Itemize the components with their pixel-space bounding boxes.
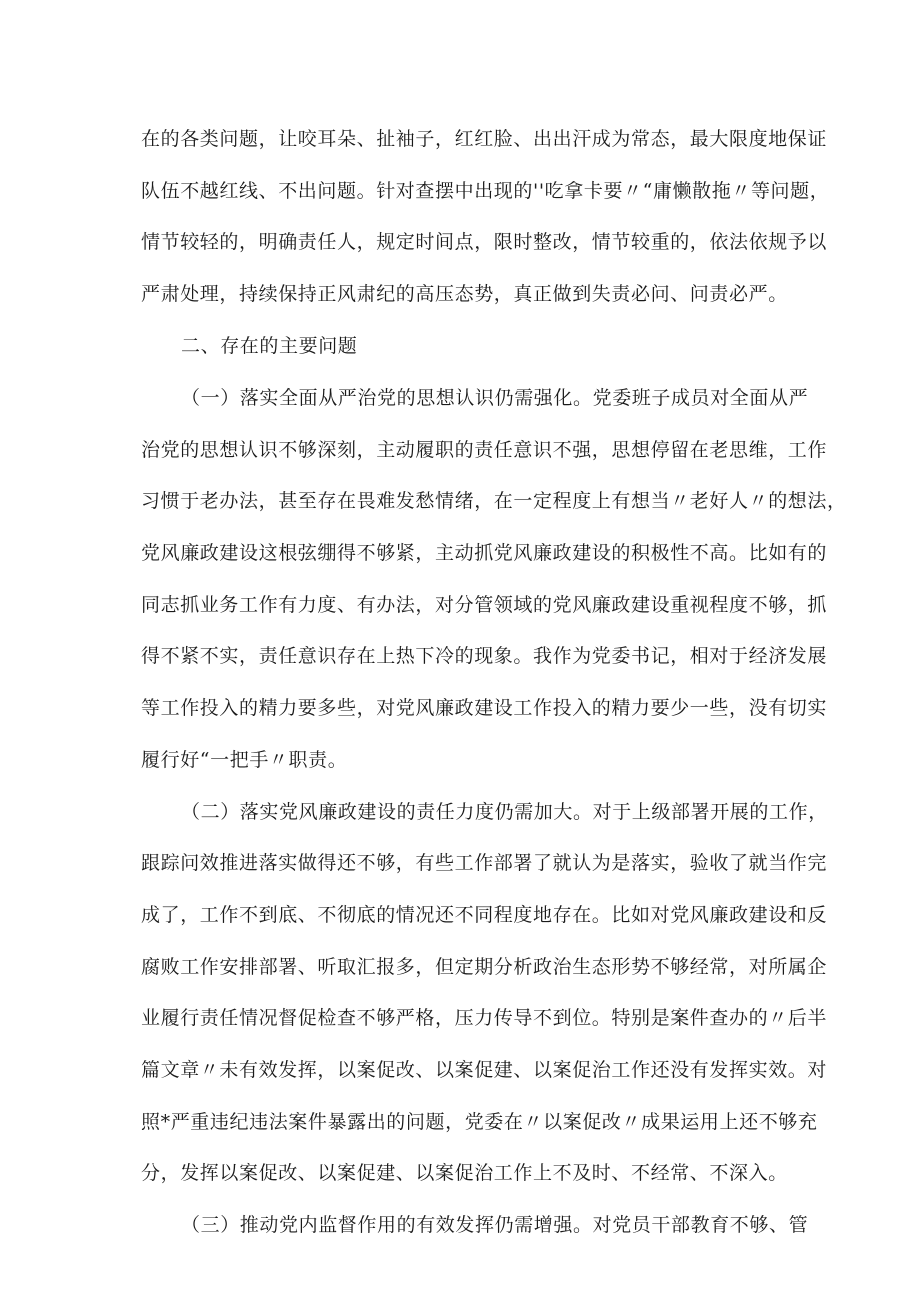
text-line: 跟踪问效推进落实做得还不够，有些工作部署了就认为是落实，验收了就当作完 — [141, 852, 828, 874]
section-heading: 二、存在的主要问题 — [181, 335, 358, 357]
text-line: 在的各类问题，让咬耳朵、扯袖子，红红脸、出出汗成为常态，最大限度地保证 — [141, 128, 828, 150]
text-line: 履行好“一把手〃职责。 — [141, 749, 348, 771]
text-line: 情节较轻的，明确责任人，规定时间点，限时整改，情节较重的，依法依规予以 — [141, 231, 828, 253]
text-line: 同志抓业务工作有力度、有办法，对分管领域的党风廉政建设重视程度不够，抓 — [141, 594, 828, 616]
text-line: （三）推动党内监督作用的有效发挥仍需增强。对党员干部教育不够、管 — [181, 1214, 809, 1236]
text-line: 严肃处理，持续保持正风肃纪的高压态势，真正做到失责必问、问责必严。 — [141, 283, 788, 305]
text-line: 习惯于老办法，甚至存在畏难发愁情绪，在一定程度上有想当〃老好人〃的想法， — [141, 490, 847, 512]
text-line: 成了，工作不到底、不彻底的情况还不同程度地存在。比如对党风廉政建设和反 — [141, 904, 828, 926]
text-line: 业履行责任情况督促检查不够严格，压力传导不到位。特别是案件查办的〃后半 — [141, 1007, 828, 1029]
text-line: 队伍不越红线、不出问题。针对查摆中出现的''吃拿卡要〃“庸懒散拖〃等问题， — [141, 180, 830, 202]
text-line: 照*严重违纪违法案件暴露出的问题，党委在〃以案促改〃成果运用上还不够充 — [141, 1111, 818, 1133]
text-line: 分，发挥以案促改、以案促建、以案促治工作上不及时、不经常、不深入。 — [141, 1162, 788, 1184]
text-line: 党风廉政建设这根弦绷得不够紧，主动抓党风廉政建设的积极性不高。比如有的 — [141, 542, 828, 564]
text-line: 篇文章〃未有效发挥，以案促改、以案促建、以案促治工作还没有发挥实效。对 — [141, 1059, 828, 1081]
text-line: 治党的思想认识不够深刻，主动履职的责任意识不强，思想停留在老思维，工作 — [141, 439, 828, 461]
text-line: （一）落实全面从严治党的思想认识仍需强化。党委班子成员对全面从严 — [181, 387, 809, 409]
text-line: 腐败工作安排部署、听取汇报多，但定期分析政治生态形势不够经常，对所属企 — [141, 956, 828, 978]
text-line: （二）落实党风廉政建设的责任力度仍需加大。对于上级部署开展的工作， — [181, 801, 828, 823]
text-line: 等工作投入的精力要多些，对党风廉政建设工作投入的精力要少一些，没有切实 — [141, 697, 828, 719]
text-line: 得不紧不实，责任意识存在上热下冷的现象。我作为党委书记，相对于经济发展 — [141, 645, 828, 667]
